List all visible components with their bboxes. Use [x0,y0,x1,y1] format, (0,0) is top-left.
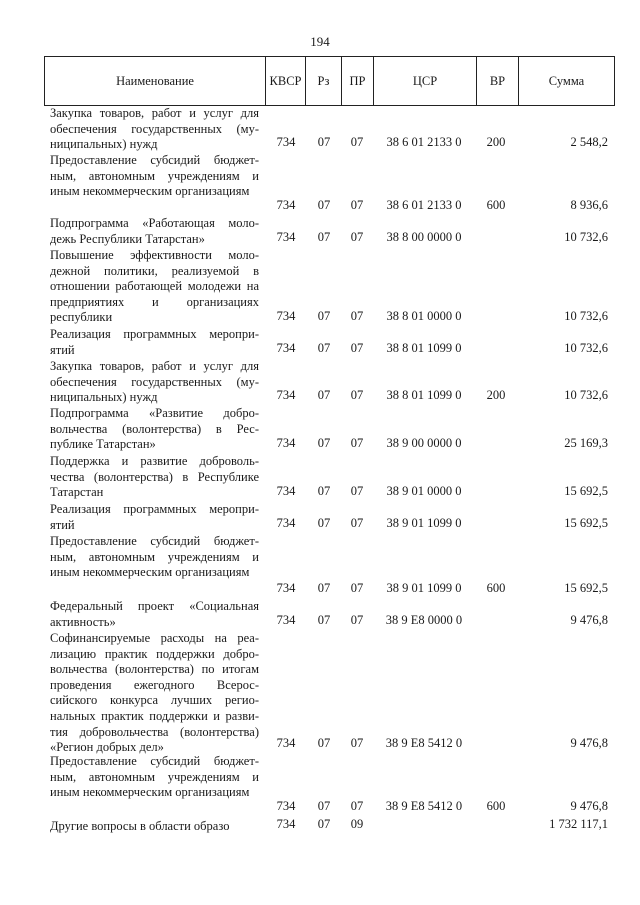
row-sum: 15 692,5 [564,484,608,499]
row-rz: 07 [317,581,331,596]
row-name: Предоставление субсидий бюджетным, автономным учреждениям и иным некоммерческим организациям [50,534,259,580]
row-rz: 07 [317,135,331,150]
header-name: Наименование [45,57,266,105]
row-kvsr: 734 [276,309,296,324]
table-row [0,454,640,502]
row-pr: 07 [350,436,364,451]
row-sum: 25 169,3 [564,436,608,451]
row-pr: 07 [350,613,364,628]
row-sum: 10 732,6 [564,230,608,245]
row-name: Закупка товаров, работ и услуг для обеспечения государственных (муниципальных) нужд [50,106,259,152]
header-pr: ПР [342,57,374,105]
row-kvsr: 734 [276,436,296,451]
row-csr: 38 9 E8 0000 0 [385,613,463,628]
header-rz: Рз [306,57,342,105]
table-row [0,359,640,406]
table-row [0,153,640,216]
table-row [0,248,640,327]
row-pr: 07 [350,581,364,596]
row-sum: 8 936,6 [570,198,608,213]
header-kvsr: КВСР [266,57,306,105]
table-body [0,106,640,837]
row-kvsr: 734 [276,484,296,499]
row-name: Поддержка и развитие добровольчества (волонтерства) в Республике Татарстан [50,454,259,500]
row-pr: 07 [350,388,364,403]
row-pr: 07 [350,484,364,499]
row-csr: 38 6 01 2133 0 [386,198,462,213]
row-csr: 38 9 01 0000 0 [386,484,462,499]
row-kvsr: 734 [276,198,296,213]
row-pr: 09 [350,817,364,831]
row-vr: 600 [486,581,506,596]
row-rz: 07 [317,516,331,531]
row-csr: 38 9 E8 5412 0 [385,799,463,814]
table-row [0,631,640,754]
row-rz: 07 [317,436,331,451]
row-kvsr: 734 [276,341,296,356]
row-sum: 9 476,8 [570,799,608,814]
row-kvsr: 734 [276,736,296,751]
row-name: Федеральный проект «Социальная активность» [50,599,259,629]
row-sum: 2 548,2 [570,135,608,150]
row-name: Предоставление субсидий бюджетным, автономным учреждениям и иным некоммерческим организациям [50,754,259,800]
row-pr: 07 [350,341,364,356]
row-kvsr: 734 [276,581,296,596]
row-csr: 38 6 01 2133 0 [386,135,462,150]
row-kvsr: 734 [276,799,296,814]
row-kvsr: 734 [276,135,296,150]
row-pr: 07 [350,799,364,814]
table-row [0,534,640,599]
row-rz: 07 [317,388,331,403]
row-name: Закупка товаров, работ и услуг для обеспечения государственных (муниципальных) нужд [50,359,259,405]
row-sum: 1 732 117,1 [549,817,608,831]
row-name: Реализация программных мероприятий [50,502,259,532]
row-kvsr: 734 [276,230,296,245]
row-rz: 07 [317,309,331,324]
row-kvsr: 734 [276,613,296,628]
row-pr: 07 [350,198,364,213]
page-number: 194 [310,34,330,49]
table-row [0,817,640,837]
row-sum: 10 732,6 [564,309,608,324]
table-row [0,106,640,153]
row-name: Подпрограмма «Работающая молодежь Республики Татарстан» [50,216,259,246]
row-name: Подпрограмма «Развитие добровольчества (волонтерства) в Республике Татарстан» [50,406,259,452]
row-vr: 600 [486,198,506,213]
row-vr: 200 [486,135,506,150]
row-kvsr: 734 [276,388,296,403]
row-csr: 38 8 00 0000 0 [386,230,462,245]
row-rz: 07 [317,736,331,751]
row-rz: 07 [317,341,331,356]
table-row [0,754,640,817]
row-pr: 07 [350,135,364,150]
table-row [0,406,640,454]
row-csr: 38 8 01 1099 0 [386,388,462,403]
table-row [0,599,640,631]
row-name: Реализация программных мероприятий [50,327,259,357]
row-vr: 200 [486,388,506,403]
row-pr: 07 [350,230,364,245]
row-rz: 07 [317,613,331,628]
row-sum: 15 692,5 [564,581,608,596]
header-vr: ВР [477,57,519,105]
row-rz: 07 [317,230,331,245]
table-row [0,327,640,359]
table-row [0,502,640,534]
row-csr: 38 8 01 0000 0 [386,309,462,324]
row-rz: 07 [317,799,331,814]
row-name: Повышение эффективности молодежной политики, реализуемой в отношении работающей молодежи на предприятиях и организациях республики [50,248,259,325]
header-csr: ЦСР [374,57,477,105]
row-sum: 15 692,5 [564,516,608,531]
row-name: Софинансируемые расходы на реализацию практик поддержки добровольчества (волонтерства) по итогам проведения ежегодного Всероссийского конкурса лучших региональных практик поддержки и развития добровольчества (волонтерства) «Регион добрых дел» [50,631,259,755]
row-kvsr: 734 [276,516,296,531]
table-row [0,216,640,248]
row-pr: 07 [350,736,364,751]
row-rz: 07 [317,198,331,213]
row-csr: 38 9 01 1099 0 [386,516,462,531]
row-csr: 38 9 E8 5412 0 [385,736,463,751]
row-sum: 9 476,8 [570,613,608,628]
row-pr: 07 [350,309,364,324]
row-kvsr: 734 [276,817,296,831]
header-sum: Сумма [548,74,585,88]
row-csr: 38 9 00 0000 0 [386,436,462,451]
row-rz: 07 [317,484,331,499]
row-name: Предоставление субсидий бюджетным, автономным учреждениям и иным некоммерческим организациям [50,153,259,199]
table-header [44,56,615,106]
row-name: Другие вопросы в области образо [50,819,230,833]
row-csr: 38 8 01 1099 0 [386,341,462,356]
row-pr: 07 [350,516,364,531]
row-sum: 10 732,6 [564,341,608,356]
row-vr: 600 [486,799,506,814]
row-sum: 9 476,8 [570,736,608,751]
row-csr: 38 9 01 1099 0 [386,581,462,596]
row-rz: 07 [317,817,331,831]
row-sum: 10 732,6 [564,388,608,403]
